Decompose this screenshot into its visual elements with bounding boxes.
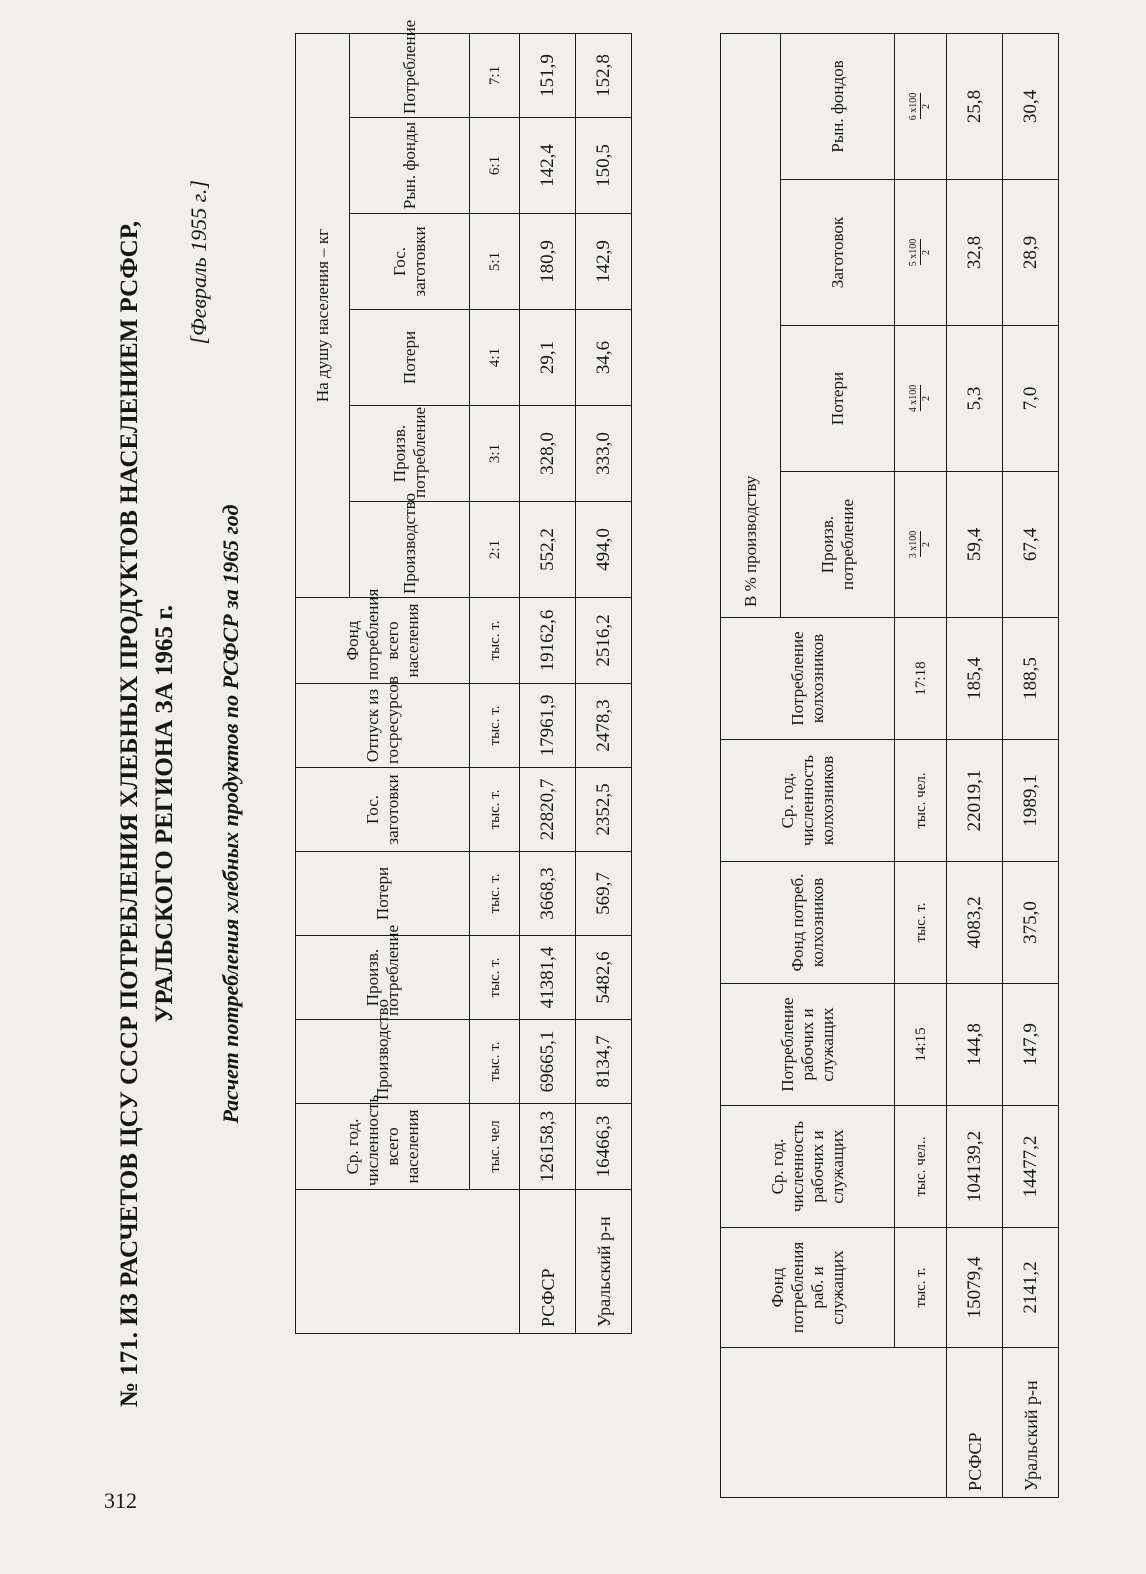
data-cell: 1989,1 bbox=[1003, 740, 1059, 862]
data-cell: 5482,6 bbox=[576, 936, 632, 1020]
data-cell: 144,8 bbox=[947, 984, 1003, 1106]
header-number-workers: Ср. год. численность рабочих и служащих bbox=[721, 1106, 895, 1228]
data-cell: 28,9 bbox=[1003, 180, 1059, 326]
unit-cell: тыс. т. bbox=[895, 862, 947, 984]
unit-cell: тыс. т. bbox=[470, 598, 520, 684]
data-cell: 552,2 bbox=[520, 502, 576, 598]
corner-cell bbox=[296, 1190, 520, 1334]
header-pc-consumption: Потребление bbox=[350, 34, 470, 118]
header-per-capita: На душу населения – кг bbox=[296, 34, 350, 598]
data-cell: 5,3 bbox=[947, 326, 1003, 472]
data-cell: 67,4 bbox=[1003, 472, 1059, 618]
data-cell: 104139,2 bbox=[947, 1106, 1003, 1228]
fraction-cell bbox=[895, 180, 947, 326]
data-cell: 2516,2 bbox=[576, 598, 632, 684]
data-cell: 188,5 bbox=[1003, 618, 1059, 740]
data-cell: 29,1 bbox=[520, 310, 576, 406]
data-cell: 41381,4 bbox=[520, 936, 576, 1020]
row-label: РСФСР bbox=[947, 1348, 1003, 1498]
unit-cell: 17:18 bbox=[895, 618, 947, 740]
header-pct-production-use: Произв. потребление bbox=[781, 472, 895, 618]
data-cell: 17961,9 bbox=[520, 684, 576, 768]
data-cell: 142,9 bbox=[576, 214, 632, 310]
data-cell: 180,9 bbox=[520, 214, 576, 310]
header-fund-kolkhoz: Фонд потреб. колхозников bbox=[721, 862, 895, 984]
consumption-table-2 bbox=[720, 33, 1059, 1498]
data-cell: 3668,3 bbox=[520, 852, 576, 936]
unit-cell: тыс. чел. bbox=[895, 740, 947, 862]
data-cell: 333,0 bbox=[576, 406, 632, 502]
data-cell: 375,0 bbox=[1003, 862, 1059, 984]
fraction-cell bbox=[895, 33, 947, 179]
unit-cell: 5:1 bbox=[470, 214, 520, 310]
unit-cell: 4:1 bbox=[470, 310, 520, 406]
fraction-numerator: 4 х100 bbox=[908, 384, 919, 413]
unit-cell: 7:1 bbox=[470, 34, 520, 118]
data-cell: 30,4 bbox=[1003, 33, 1059, 179]
header-percent-production: В % производству bbox=[721, 33, 781, 617]
data-cell: 151,9 bbox=[520, 34, 576, 118]
table2-units-row bbox=[895, 33, 947, 1497]
unit-cell: 14:15 bbox=[895, 984, 947, 1106]
unit-cell: тыс. т. bbox=[895, 1228, 947, 1348]
data-cell: 185,4 bbox=[947, 618, 1003, 740]
data-cell: 152,8 bbox=[576, 34, 632, 118]
row-label: РСФСР bbox=[520, 1190, 576, 1334]
fraction-numerator: 3 х100 bbox=[908, 530, 919, 559]
header-population: Ср. год. численность всего населения bbox=[296, 1104, 470, 1190]
unit-cell: тыс. т. bbox=[470, 852, 520, 936]
header-production: Производство bbox=[296, 1020, 470, 1104]
header-pc-production: Производство bbox=[350, 502, 470, 598]
data-cell: 14477,2 bbox=[1003, 1106, 1059, 1228]
unit-cell: тыс. чел.. bbox=[895, 1106, 947, 1228]
data-cell: 69665,1 bbox=[520, 1020, 576, 1104]
document-subtitle: Расчет потребления хлебных продуктов по РСФСР за 1965 год bbox=[218, 504, 243, 1124]
table1-units-row bbox=[470, 34, 520, 1334]
header-production-use: Произв. потребление bbox=[296, 936, 470, 1020]
unit-cell: тыс. т. bbox=[470, 1020, 520, 1104]
data-cell: 34,6 bbox=[576, 310, 632, 406]
consumption-table-1 bbox=[295, 19, 632, 1334]
unit-cell: тыс. чел bbox=[470, 1104, 520, 1190]
corner-cell bbox=[721, 1348, 947, 1498]
header-losses: Потери bbox=[296, 852, 470, 936]
data-cell: 569,7 bbox=[576, 852, 632, 936]
table1-header-row bbox=[296, 34, 350, 1334]
header-consumption-kolkhoz: Потребление колхозников bbox=[721, 618, 895, 740]
header-consumption-fund: Фонд потребления всего населения bbox=[296, 598, 470, 684]
data-cell: 2352,5 bbox=[576, 768, 632, 852]
unit-cell: 3:1 bbox=[470, 406, 520, 502]
data-cell: 19162,6 bbox=[520, 598, 576, 684]
table-row bbox=[576, 34, 632, 1334]
table2-header-row bbox=[721, 33, 781, 1497]
row-label: Уральский р-н bbox=[1003, 1348, 1059, 1498]
row-label: Уральский р-н bbox=[576, 1190, 632, 1334]
fraction-numerator: 6 х100 bbox=[908, 92, 919, 121]
fraction-denominator: 2 bbox=[921, 103, 932, 109]
unit-cell: 6:1 bbox=[470, 118, 520, 214]
header-pct-procurement: Заготовок bbox=[781, 180, 895, 326]
data-cell: 494,0 bbox=[576, 502, 632, 598]
table-row bbox=[520, 34, 576, 1334]
header-consumption-workers: Потребление рабочих и служащих bbox=[721, 984, 895, 1106]
data-cell: 15079,4 bbox=[947, 1228, 1003, 1348]
header-number-kolkhoz: Ср. год. численность колхозников bbox=[721, 740, 895, 862]
header-pc-state-procurement: Гос. заготовки bbox=[350, 214, 470, 310]
data-cell: 59,4 bbox=[947, 472, 1003, 618]
header-pc-losses: Потери bbox=[350, 310, 470, 406]
unit-cell: тыс. т. bbox=[470, 936, 520, 1020]
unit-cell: тыс. т. bbox=[470, 684, 520, 768]
data-cell: 2478,3 bbox=[576, 684, 632, 768]
data-cell: 4083,2 bbox=[947, 862, 1003, 984]
data-cell: 147,9 bbox=[1003, 984, 1059, 1106]
fraction-denominator: 2 bbox=[921, 542, 932, 547]
data-cell: 328,0 bbox=[520, 406, 576, 502]
data-cell: 22820,7 bbox=[520, 768, 576, 852]
fraction-denominator: 2 bbox=[921, 396, 932, 401]
data-cell: 32,8 bbox=[947, 180, 1003, 326]
date-note: [Февраль 1955 г.] bbox=[186, 180, 211, 345]
header-pc-market-funds: Рын. фонды bbox=[350, 118, 470, 214]
fraction-numerator: 5 х100 bbox=[908, 238, 919, 267]
fraction-cell bbox=[895, 472, 947, 618]
header-fund-workers: Фонд потребления раб. и служащих bbox=[721, 1228, 895, 1348]
data-cell: 2141,2 bbox=[1003, 1228, 1059, 1348]
fraction-denominator: 2 bbox=[921, 250, 932, 255]
data-cell: 150,5 bbox=[576, 118, 632, 214]
data-cell: 22019,1 bbox=[947, 740, 1003, 862]
table-row bbox=[947, 33, 1003, 1497]
header-pct-losses: Потери bbox=[781, 326, 895, 472]
data-cell: 142,4 bbox=[520, 118, 576, 214]
data-cell: 8134,7 bbox=[576, 1020, 632, 1104]
fraction-cell bbox=[895, 326, 947, 472]
table-row bbox=[1003, 33, 1059, 1497]
page-number: 312 bbox=[104, 1488, 137, 1513]
unit-cell: тыс. т. bbox=[470, 768, 520, 852]
document-title: № 171. ИЗ РАСЧЕТОВ ЦСУ СССР ПОТРЕБЛЕНИЯ ХЛЕБНЫХ ПРОДУКТОВ НАСЕЛЕНИЕМ РСФСР, УРАЛЬСКОГО РЕГИОНА ЗА 1965 г. bbox=[116, 220, 178, 1408]
header-state-procurement: Гос. заготовки bbox=[296, 768, 470, 852]
header-pc-production-use: Произв. потребление bbox=[350, 406, 470, 502]
header-pct-market-funds: Рын. фондов bbox=[781, 33, 895, 179]
header-state-release: Отпуск из госресурсов bbox=[296, 684, 470, 768]
data-cell: 7,0 bbox=[1003, 326, 1059, 472]
unit-cell: 2:1 bbox=[470, 502, 520, 598]
data-cell: 16466,3 bbox=[576, 1104, 632, 1190]
data-cell: 25,8 bbox=[947, 33, 1003, 179]
data-cell: 126158,3 bbox=[520, 1104, 576, 1190]
